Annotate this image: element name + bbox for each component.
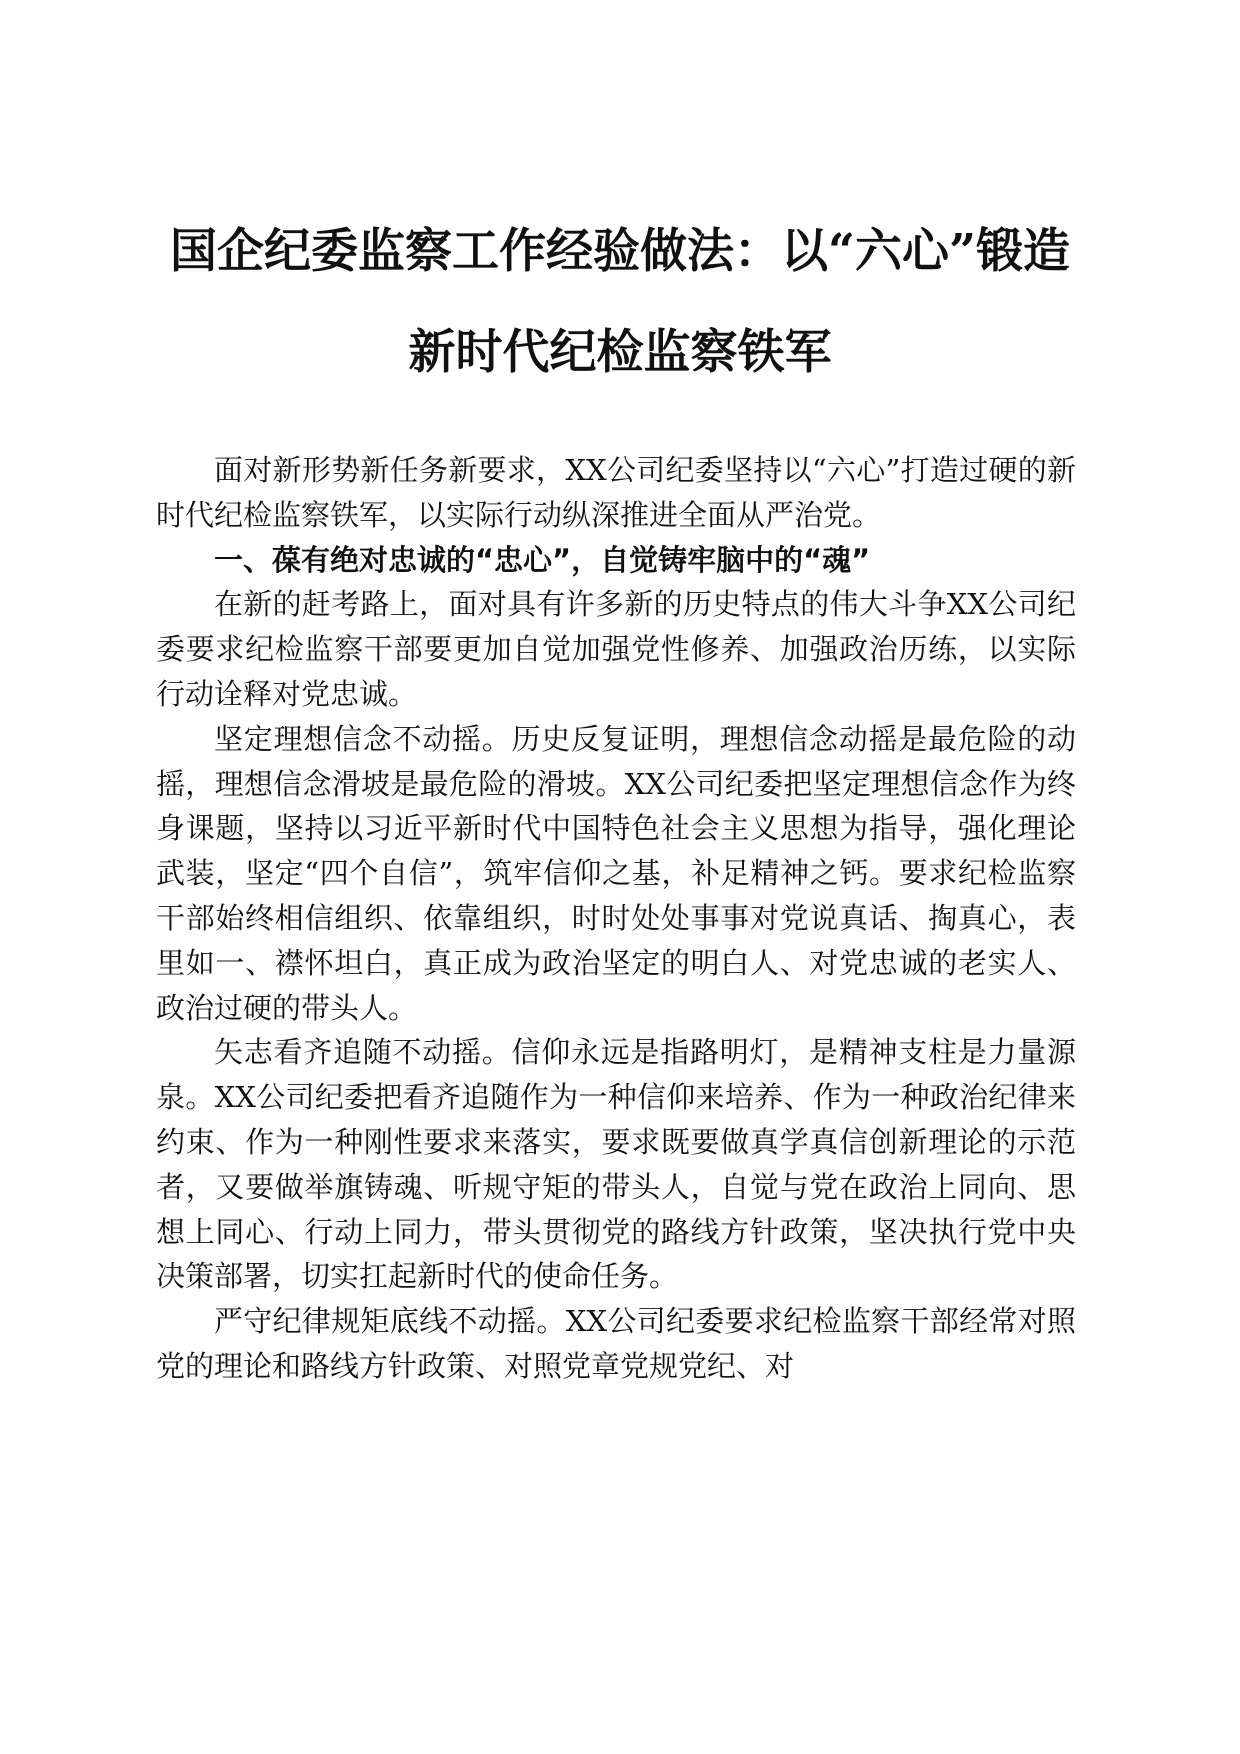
body-paragraph: 严守纪律规矩底线不动摇。XX公司纪委要求纪检监察干部经常对照党的理论和路线方针政策、对照党章党规党纪、对 (156, 1304, 1076, 1383)
document-title-line-1: 国企纪委监察工作经验做法：以“六心”锻造 (169, 224, 1071, 279)
document-title-line-2: 新时代纪检监察铁军 (408, 325, 832, 380)
section-heading: 一、葆有绝对忠诚的“忠心”，自觉铸牢脑中的“魂” (214, 542, 871, 577)
document-body (156, 448, 1076, 1389)
body-paragraph: 坚定理想信念不动摇。历史反复证明，理想信念动摇是最危险的动摇，理想信念滑坡是最危险的滑坡。XX公司纪委把坚定理想信念作为终身课题，坚持以习近平新时代中国特色社会主义思想为指导，强化理论武装，坚定“四个自信”，筑牢信仰之基，补足精神之钙。要求纪检监察干部始终相信组织、依靠组织，时时处处事事对党说真话、掏真心，表里如一、襟怀坦白，真正成为政治坚定的明白人、对党忠诚的老实人、政治过硬的带头人。 (156, 721, 1076, 1025)
intro-paragraph: 面对新形势新任务新要求，XX公司纪委坚持以“六心”打造过硬的新时代纪检监察铁军，以实际行动纵深推进全面从严治党。 (156, 453, 1076, 532)
body-paragraph: 矢志看齐追随不动摇。信仰永远是指路明灯，是精神支柱是力量源泉。XX公司纪委把看齐追随作为一种信仰来培养、作为一种政治纪律来约束、作为一种刚性要求来落实，要求既要做真学真信创新理论的示范者，又要做举旗铸魂、听规守矩的带头人，自觉与党在政治上同向、思想上同心、行动上同力，带头贯彻党的路线方针政策，坚决执行党中央决策部署，切实扛起新时代的使命任务。 (156, 1035, 1076, 1294)
body-paragraph: 在新的赶考路上，面对具有许多新的历史特点的伟大斗争XX公司纪委要求纪检监察干部要更加自觉加强党性修养、加强政治历练，以实际行动诠释对党忠诚。 (156, 587, 1076, 711)
